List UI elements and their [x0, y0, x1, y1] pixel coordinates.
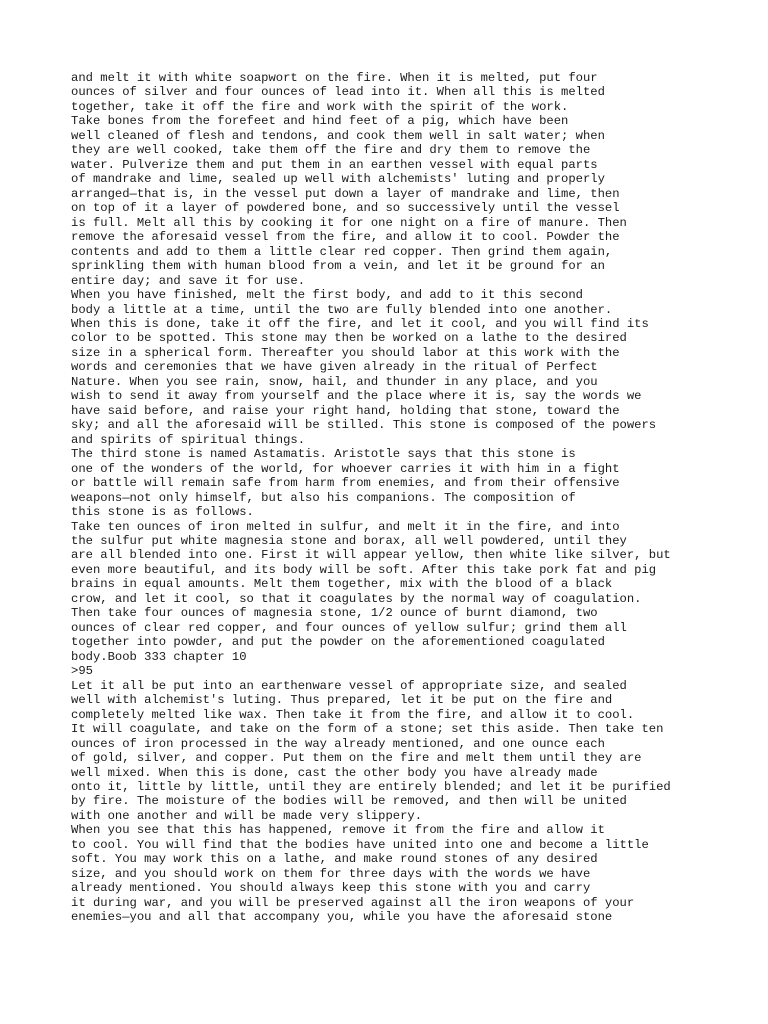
text-line: size, and you should work on them for three days with the words we have [71, 866, 591, 881]
text-line: this stone is as follows. [71, 505, 254, 520]
text-line: arranged—that is, in the vessel put down a layer of mandrake and lime, then [71, 186, 620, 201]
text-line: already mentioned. You should always keep this stone with you and carry [71, 881, 591, 896]
text-line: wish to send it away from yourself and the place where it is, say the words we [71, 389, 642, 404]
text-line: of mandrake and lime, sealed up well with alchemists' luting and properly [71, 172, 605, 187]
text-line: and spirits of spiritual things. [71, 432, 306, 447]
text-line: water. Pulverize them and put them in an earthen vessel with equal parts [71, 157, 598, 172]
text-line: When you see that this has happened, remove it from the fire and allow it [71, 823, 605, 838]
text-line: body a little at a time, until the two are fully blended into one another. [71, 302, 613, 317]
text-line: brains in equal amounts. Melt them together, mix with the blood of a black [71, 577, 613, 592]
text-line: completely melted like wax. Then take it from the fire, and allow it to cool. [71, 707, 635, 722]
text-line: they are well cooked, take them off the fire and dry them to remove the [71, 143, 591, 158]
text-line: ounces of clear red copper, and four ounces of yellow sulfur; grind them all [71, 620, 627, 635]
text-line: Nature. When you see rain, snow, hail, and thunder in any place, and you [71, 374, 598, 389]
text-line: soft. You may work this on a lathe, and make round stones of any desired [71, 852, 598, 867]
text-line: well mixed. When this is done, cast the other body you have already made [71, 765, 598, 780]
text-line: well cleaned of flesh and tendons, and cook them well in salt water; when [71, 128, 605, 143]
text-line: body.Boob 333 chapter 10 [71, 649, 247, 664]
text-line: is full. Melt all this by cooking it for one night on a fire of manure. Then [71, 215, 627, 230]
text-line: remove the aforesaid vessel from the fire, and allow it to cool. Powder the [71, 230, 620, 245]
text-line: to cool. You will find that the bodies have united into one and become a little [71, 837, 649, 852]
text-line: with one another and will be made very slippery. [71, 808, 423, 823]
text-line: sprinkling them with human blood from a vein, and let it be ground for an [71, 259, 605, 274]
text-line: ounces of iron processed in the way already mentioned, and one ounce each [71, 736, 605, 751]
text-line: crow, and let it cool, so that it coagulates by the normal way of coagulation. [71, 591, 642, 606]
text-line: weapons—not only himself, but also his companions. The composition of [71, 490, 576, 505]
text-line: onto it, little by little, until they are entirely blended; and let it be purified [71, 779, 671, 794]
text-line: entire day; and save it for use. [71, 273, 306, 288]
text-line: When you have finished, melt the first body, and add to it this second [71, 288, 583, 303]
text-line: Let it all be put into an earthenware vessel of appropriate size, and sealed [71, 678, 627, 693]
text-line: When this is done, take it off the fire, and let it cool, and you will find its [71, 316, 649, 331]
text-line: >95 [71, 664, 93, 679]
text-line: one of the wonders of the world, for whoever carries it with him in a fight [71, 461, 620, 476]
text-line: Take ten ounces of iron melted in sulfur, and melt it in the fire, and into [71, 519, 620, 534]
text-line: It will coagulate, and take on the form of a stone; set this aside. Then take ten [71, 722, 664, 737]
text-line: together, take it off the fire and work with the spirit of the work. [71, 99, 569, 114]
text-line: sky; and all the aforesaid will be stilled. This stone is composed of the powers [71, 418, 657, 433]
text-line: have said before, and raise your right hand, holding that stone, toward the [71, 403, 620, 418]
text-line: enemies—you and all that accompany you, while you have the aforesaid stone [71, 910, 613, 925]
text-line: size in a spherical form. Thereafter you should labor at this work with the [71, 345, 620, 360]
text-line: Then take four ounces of magnesia stone, 1/2 ounce of burnt diamond, two [71, 606, 598, 621]
body-text [71, 71, 751, 925]
text-line: and melt it with white soapwort on the fire. When it is melted, put four [71, 71, 598, 85]
text-line: well with alchemist's luting. Thus prepared, let it be put on the fire and [71, 693, 613, 708]
text-line: together into powder, and put the powder on the aforementioned coagulated [71, 635, 605, 650]
text-line: it during war, and you will be preserved against all the iron weapons of your [71, 895, 635, 910]
text-line: or battle will remain safe from harm from enemies, and from their offensive [71, 476, 620, 491]
text-line: The third stone is named Astamatis. Aristotle says that this stone is [71, 447, 576, 462]
text-line: even more beautiful, and its body will be soft. After this take pork fat and pig [71, 562, 657, 577]
text-line: ounces of silver and four ounces of lead into it. When all this is melted [71, 85, 605, 100]
text-line: Take bones from the forefeet and hind feet of a pig, which have been [71, 114, 569, 129]
text-line: contents and add to them a little clear red copper. Then grind them again, [71, 244, 613, 259]
text-line: by fire. The moisture of the bodies will be removed, and then will be united [71, 794, 627, 809]
text-line: of gold, silver, and copper. Put them on the fire and melt them until they are [71, 751, 642, 766]
text-line: on top of it a layer of powdered bone, and so successively until the vessel [71, 201, 620, 216]
text-line: are all blended into one. First it will appear yellow, then white like silver, but [71, 548, 671, 563]
text-line: words and ceremonies that we have given already in the ritual of Perfect [71, 360, 598, 375]
text-line: the sulfur put white magnesia stone and borax, all well powdered, until they [71, 534, 627, 548]
text-line: color to be spotted. This stone may then be worked on a lathe to the desired [71, 331, 627, 346]
